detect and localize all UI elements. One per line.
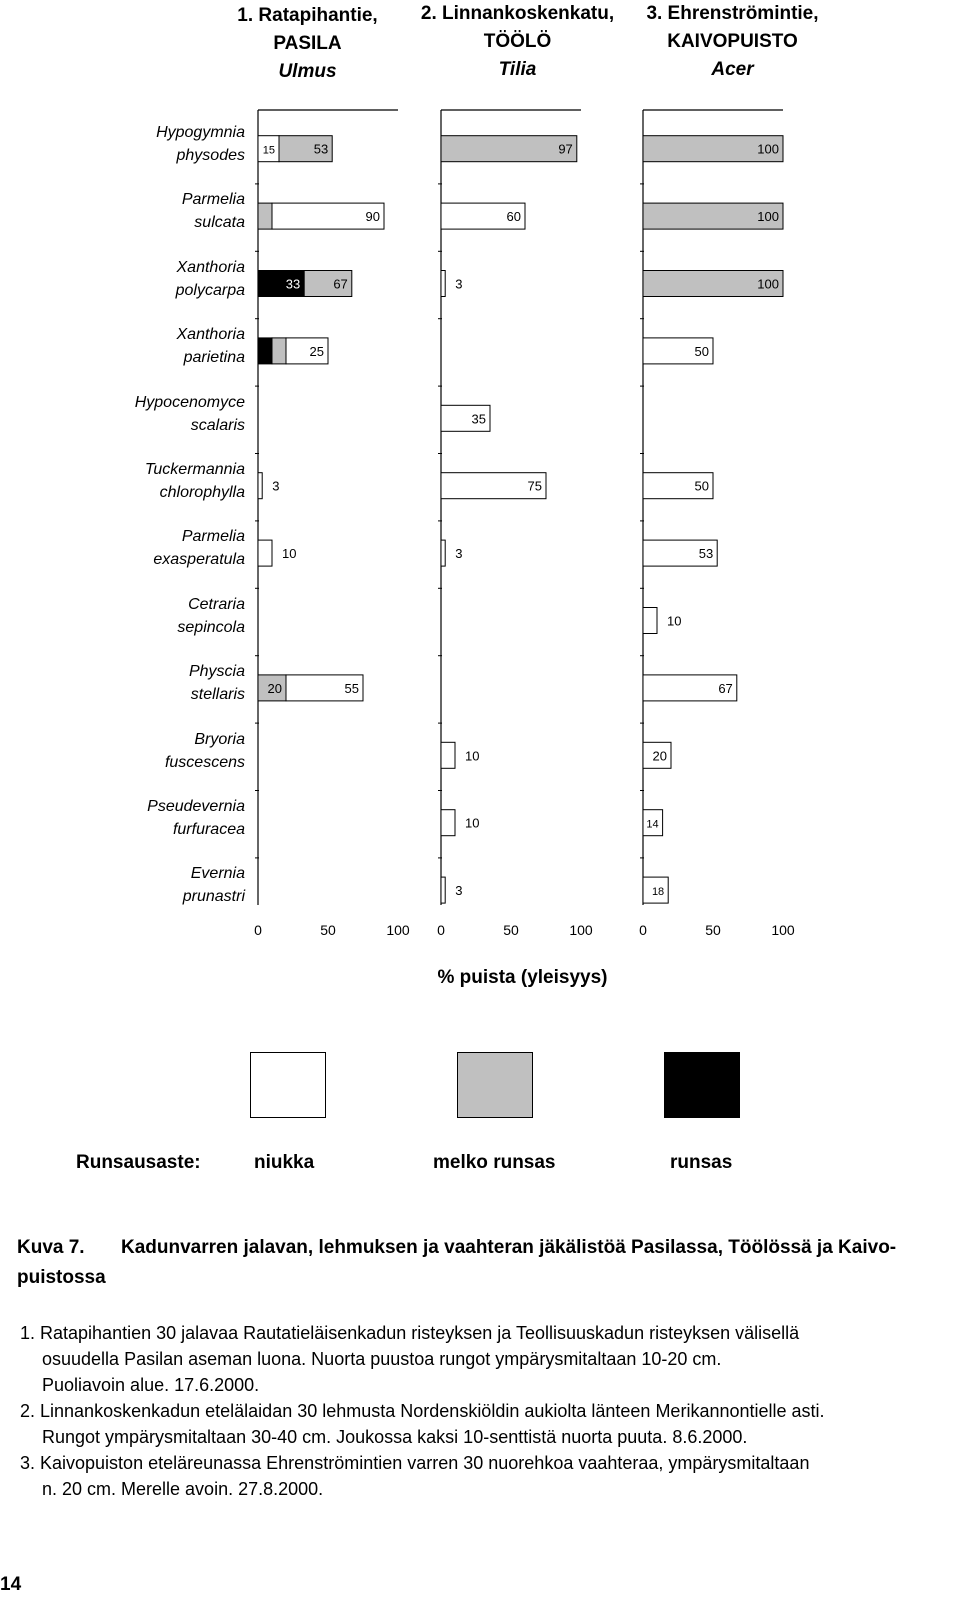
column-header-3-tree: Acer	[711, 59, 754, 80]
bar-value-label: 97	[558, 141, 573, 157]
bar-segment	[441, 877, 445, 903]
species-label-line: Cetraria	[188, 595, 245, 613]
bar-value-label: 10	[465, 748, 480, 764]
bar-segment	[258, 338, 272, 364]
legend-swatch-melko-runsas	[457, 1052, 533, 1118]
bar-segment	[441, 810, 455, 836]
note-line: 3. Kaivopuiston eteläreunassa Ehrenströmintien varren 30 nuorehkoa vaahteraa, ympärysmitaltaan	[20, 1453, 810, 1473]
x-tick-label: 50	[320, 922, 336, 938]
species-label-line: Parmelia	[181, 528, 245, 546]
species-label-line: Bryoria	[194, 730, 245, 748]
bar-segment	[441, 136, 577, 162]
legend-swatch-runsas	[664, 1052, 740, 1118]
bar-value-label: 10	[667, 613, 682, 629]
bar-value-label: 35	[471, 411, 486, 427]
bar-value-label: 75	[527, 478, 542, 494]
bar-segment	[643, 608, 657, 634]
bar-value-label: 15	[262, 144, 275, 157]
note-site-2	[20, 1398, 940, 1450]
x-tick-label: 50	[705, 922, 721, 938]
column-header-2-name: 2. Linnankoskenkatu,	[420, 3, 615, 24]
bar-value-label: 3	[455, 546, 463, 562]
bar-value-label: 14	[646, 818, 659, 831]
species-label-line: prunastri	[182, 888, 245, 906]
species-label-line: Parmelia	[181, 191, 245, 209]
bar-value-label: 20	[267, 680, 282, 696]
species-label-line: polycarpa	[175, 281, 245, 299]
species-label-line: sulcata	[194, 214, 245, 232]
x-tick-label: 100	[569, 922, 593, 938]
column-header-1-tree: Ulmus	[278, 61, 337, 82]
species-label-line: Evernia	[190, 865, 245, 883]
bar-segment	[272, 338, 286, 364]
column-header-1-district: PASILA	[273, 33, 342, 54]
x-tick-label: 0	[639, 922, 647, 938]
bar-value-label: 53	[313, 141, 329, 157]
caption-title-tail: puistossa	[17, 1267, 106, 1288]
note-line: 2. Linnankoskenkadun etelälaidan 30 lehmusta Nordenskiöldin aukiolta länteen Merikannontielle asti.	[20, 1401, 825, 1421]
column-header-3-district: KAIVOPUISTO	[667, 31, 798, 52]
caption-label: Kuva 7.	[17, 1237, 85, 1258]
species-label-line: physodes	[176, 147, 245, 164]
species-label-line: sepincola	[177, 618, 245, 636]
bar-segment	[441, 271, 445, 297]
bar-value-label: 25	[309, 343, 324, 359]
column-header-3-name: 3. Ehrenströmintie,	[646, 3, 819, 24]
bar-value-label: 3	[455, 883, 463, 899]
bar-value-label: 100	[757, 276, 779, 292]
note-line: Puoliavoin alue. 17.6.2000.	[42, 1375, 260, 1395]
x-tick-label: 100	[386, 922, 410, 938]
bar-segment	[441, 742, 455, 768]
species-label-line: Pseudevernia	[147, 798, 245, 815]
column-header-2-tree: Tilia	[498, 59, 537, 80]
column-header-1-name: 1. Ratapihantie,	[237, 5, 378, 26]
note-line: Rungot ympärysmitaltaan 30-40 cm. Joukossa kaksi 10-senttistä nuorta puuta. 8.6.2000.	[42, 1427, 748, 1447]
legend-label-runsas: runsas	[670, 1152, 733, 1173]
bar-segment	[258, 203, 272, 229]
bar-value-label: 3	[455, 276, 463, 292]
legend-title: Runsausaste:	[76, 1152, 201, 1173]
bar-value-label: 67	[718, 680, 733, 696]
bar-value-label: 55	[344, 680, 359, 696]
species-label-line: Physcia	[188, 663, 245, 681]
bar-value-label: 20	[652, 748, 667, 764]
species-label-line: chlorophylla	[159, 484, 245, 501]
species-label-line: furfuracea	[172, 821, 245, 838]
column-header-2-district: TÖÖLÖ	[483, 31, 552, 52]
bar-value-label: 90	[365, 209, 380, 225]
species-label-line: stellaris	[190, 686, 245, 704]
figure-caption	[17, 1233, 947, 1288]
legend-label-niukka: niukka	[254, 1152, 315, 1173]
bar-value-label: 10	[282, 546, 297, 562]
bar-value-label: 100	[757, 209, 779, 225]
legend-swatch-niukka	[250, 1052, 326, 1118]
x-tick-label: 100	[771, 922, 795, 938]
note-site-3	[20, 1450, 940, 1502]
species-label-line: Xanthoria	[176, 258, 245, 276]
bar-value-label: 18	[651, 886, 665, 899]
bar-value-label: 10	[465, 815, 480, 831]
x-axis-label: % puista (yleisyys)	[437, 967, 608, 988]
bar-segment	[258, 540, 272, 566]
page-number: 14	[0, 1574, 22, 1595]
bar-value-label: 53	[698, 546, 714, 562]
species-label-line: Tuckermannia	[144, 461, 245, 478]
bar-segment	[441, 540, 445, 566]
bar-segment	[258, 473, 262, 499]
bar-value-label: 50	[694, 343, 709, 359]
legend-label-melko-runsas: melko runsas	[433, 1152, 556, 1173]
species-label-line: exasperatula	[153, 551, 245, 569]
caption-title: Kadunvarren jalavan, lehmuksen ja vaahteran jäkälistöä Pasilassa, Töölössä ja Kaivo-	[121, 1237, 897, 1258]
bar-value-label: 3	[272, 478, 280, 494]
species-label-line: scalaris	[190, 416, 245, 434]
x-tick-label: 0	[254, 922, 262, 938]
note-line: osuudella Pasilan aseman luona. Nuorta puustoa rungot ympärysmitaltaan 10-20 cm.	[42, 1349, 722, 1369]
bar-value-label: 100	[757, 141, 779, 157]
species-label-line: fuscescens	[164, 753, 245, 771]
x-tick-label: 50	[503, 922, 519, 938]
x-tick-label: 0	[437, 922, 445, 938]
species-label-line: Xanthoria	[176, 326, 245, 344]
bar-value-label: 60	[506, 209, 521, 225]
bar-value-label: 33	[285, 276, 301, 292]
species-label-line: parietina	[183, 349, 245, 367]
note-line: n. 20 cm. Merelle avoin. 27.8.2000.	[42, 1479, 324, 1499]
species-label-line: Hypogymnia	[156, 124, 245, 141]
note-line: 1. Ratapihantien 30 jalavaa Rautatieläisenkadun risteyksen ja Teollisuuskadun risteyksen välisellä	[20, 1323, 800, 1343]
note-site-1	[20, 1320, 940, 1398]
bar-value-label: 50	[694, 478, 709, 494]
species-label-line: Hypocenomyce	[134, 393, 245, 411]
bar-value-label: 67	[333, 276, 348, 292]
